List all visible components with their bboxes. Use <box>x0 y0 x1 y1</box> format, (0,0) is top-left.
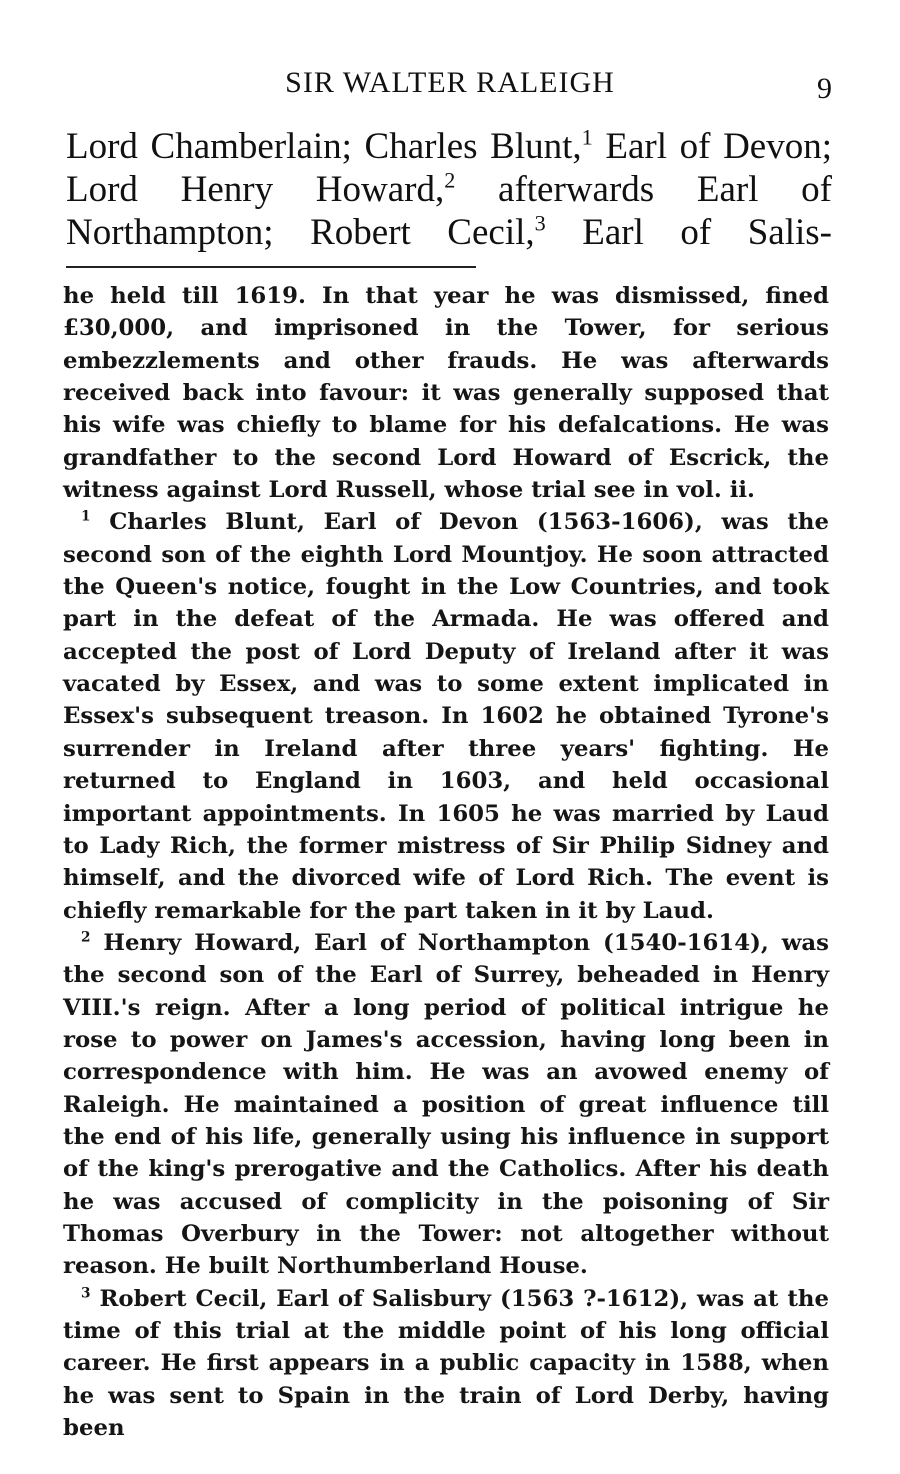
footnotes <box>63 280 829 1444</box>
footnote-text-3: Robert Cecil, Earl of Salisbury (1563 ?-1612), was at the time of this trial at the middle point of his long official career. He first appears in a public capacity in 1588, when he was sent to Spain in the train of Lord Derby, having been <box>63 1285 829 1442</box>
footnote-text-1: Charles Blunt, Earl of Devon (1563-1606), was the second son of the eighth Lord Mountjoy. He soon attracted the Queen's notice, fought in the Low Countries, and took part in the defeat of the Armada. He was offered and accepted the post of Lord Deputy of Ireland after it was vacated by Essex, and was to some extent implicated in Essex's subsequent treason. In 1602 he obtained Tyrone's surrender in Ireland after three years' fighting. He returned to England in 1603, and held occasional important appointments. In 1605 he was married by Laud to Lady Rich, the former mistress of Sir Philip Sidney and himself, and the divorced wife of Lord Rich. The event is chiefly remarkable for the part taken in it by Laud. <box>63 509 829 924</box>
running-title: SIR WALTER RALEIGH <box>285 66 615 99</box>
footnote-2 <box>63 927 829 1283</box>
main-paragraph <box>66 125 832 254</box>
main-text-part-2: Earl of Devon; Lord Henry Howard, <box>66 126 832 210</box>
footnote-ref-3: 3 <box>534 210 546 236</box>
footnote-3 <box>63 1283 829 1445</box>
main-text-part-3: afterwards Earl of Northampton; Robert Cecil, <box>66 169 833 253</box>
footnote-divider <box>66 266 476 268</box>
running-head <box>0 62 900 112</box>
footnote-1 <box>63 506 829 926</box>
footnote-ref-2: 2 <box>444 167 456 193</box>
footnote-marker-3: 3 <box>81 1285 91 1302</box>
footnote-ref-1: 1 <box>581 124 593 150</box>
main-text <box>66 125 832 254</box>
footnote-marker-1: 1 <box>81 508 91 525</box>
footnote-continuation: he held till 1619. In that year he was dismissed, fined £30,000, and imprisoned in the Tower, for serious embezzlements and other frauds. He was afterwards received back into favour: it was generally supposed that his wife was chiefly to blame for his defalcations. He was grandfather to the second Lord Howard of Escrick, the witness against Lord Russell, whose trial see in vol. ii. <box>63 283 829 504</box>
main-text-part-1: Lord Chamberlain; Charles Blunt, <box>66 126 582 167</box>
page-number: 9 <box>817 72 832 105</box>
footnote-text-2: Henry Howard, Earl of Northampton (1540-1614), was the second son of the Earl of Surrey, beheaded in Henry VIII.'s reign. After a long period of political intrigue he rose to power on James's accession, having long been in correspondence with him. He was an avowed enemy of Raleigh. He maintained a position of great influence till the end of his life, generally using his influence in support of the king's prerogative and the Catholics. After his death he was accused of complicity in the poisoning of Sir Thomas Overbury in the Tower: not altogether without reason. He built Northumberland House. <box>63 929 829 1280</box>
footnote-marker-2: 2 <box>81 929 91 946</box>
main-text-part-4: Earl of Salis- <box>545 212 832 253</box>
